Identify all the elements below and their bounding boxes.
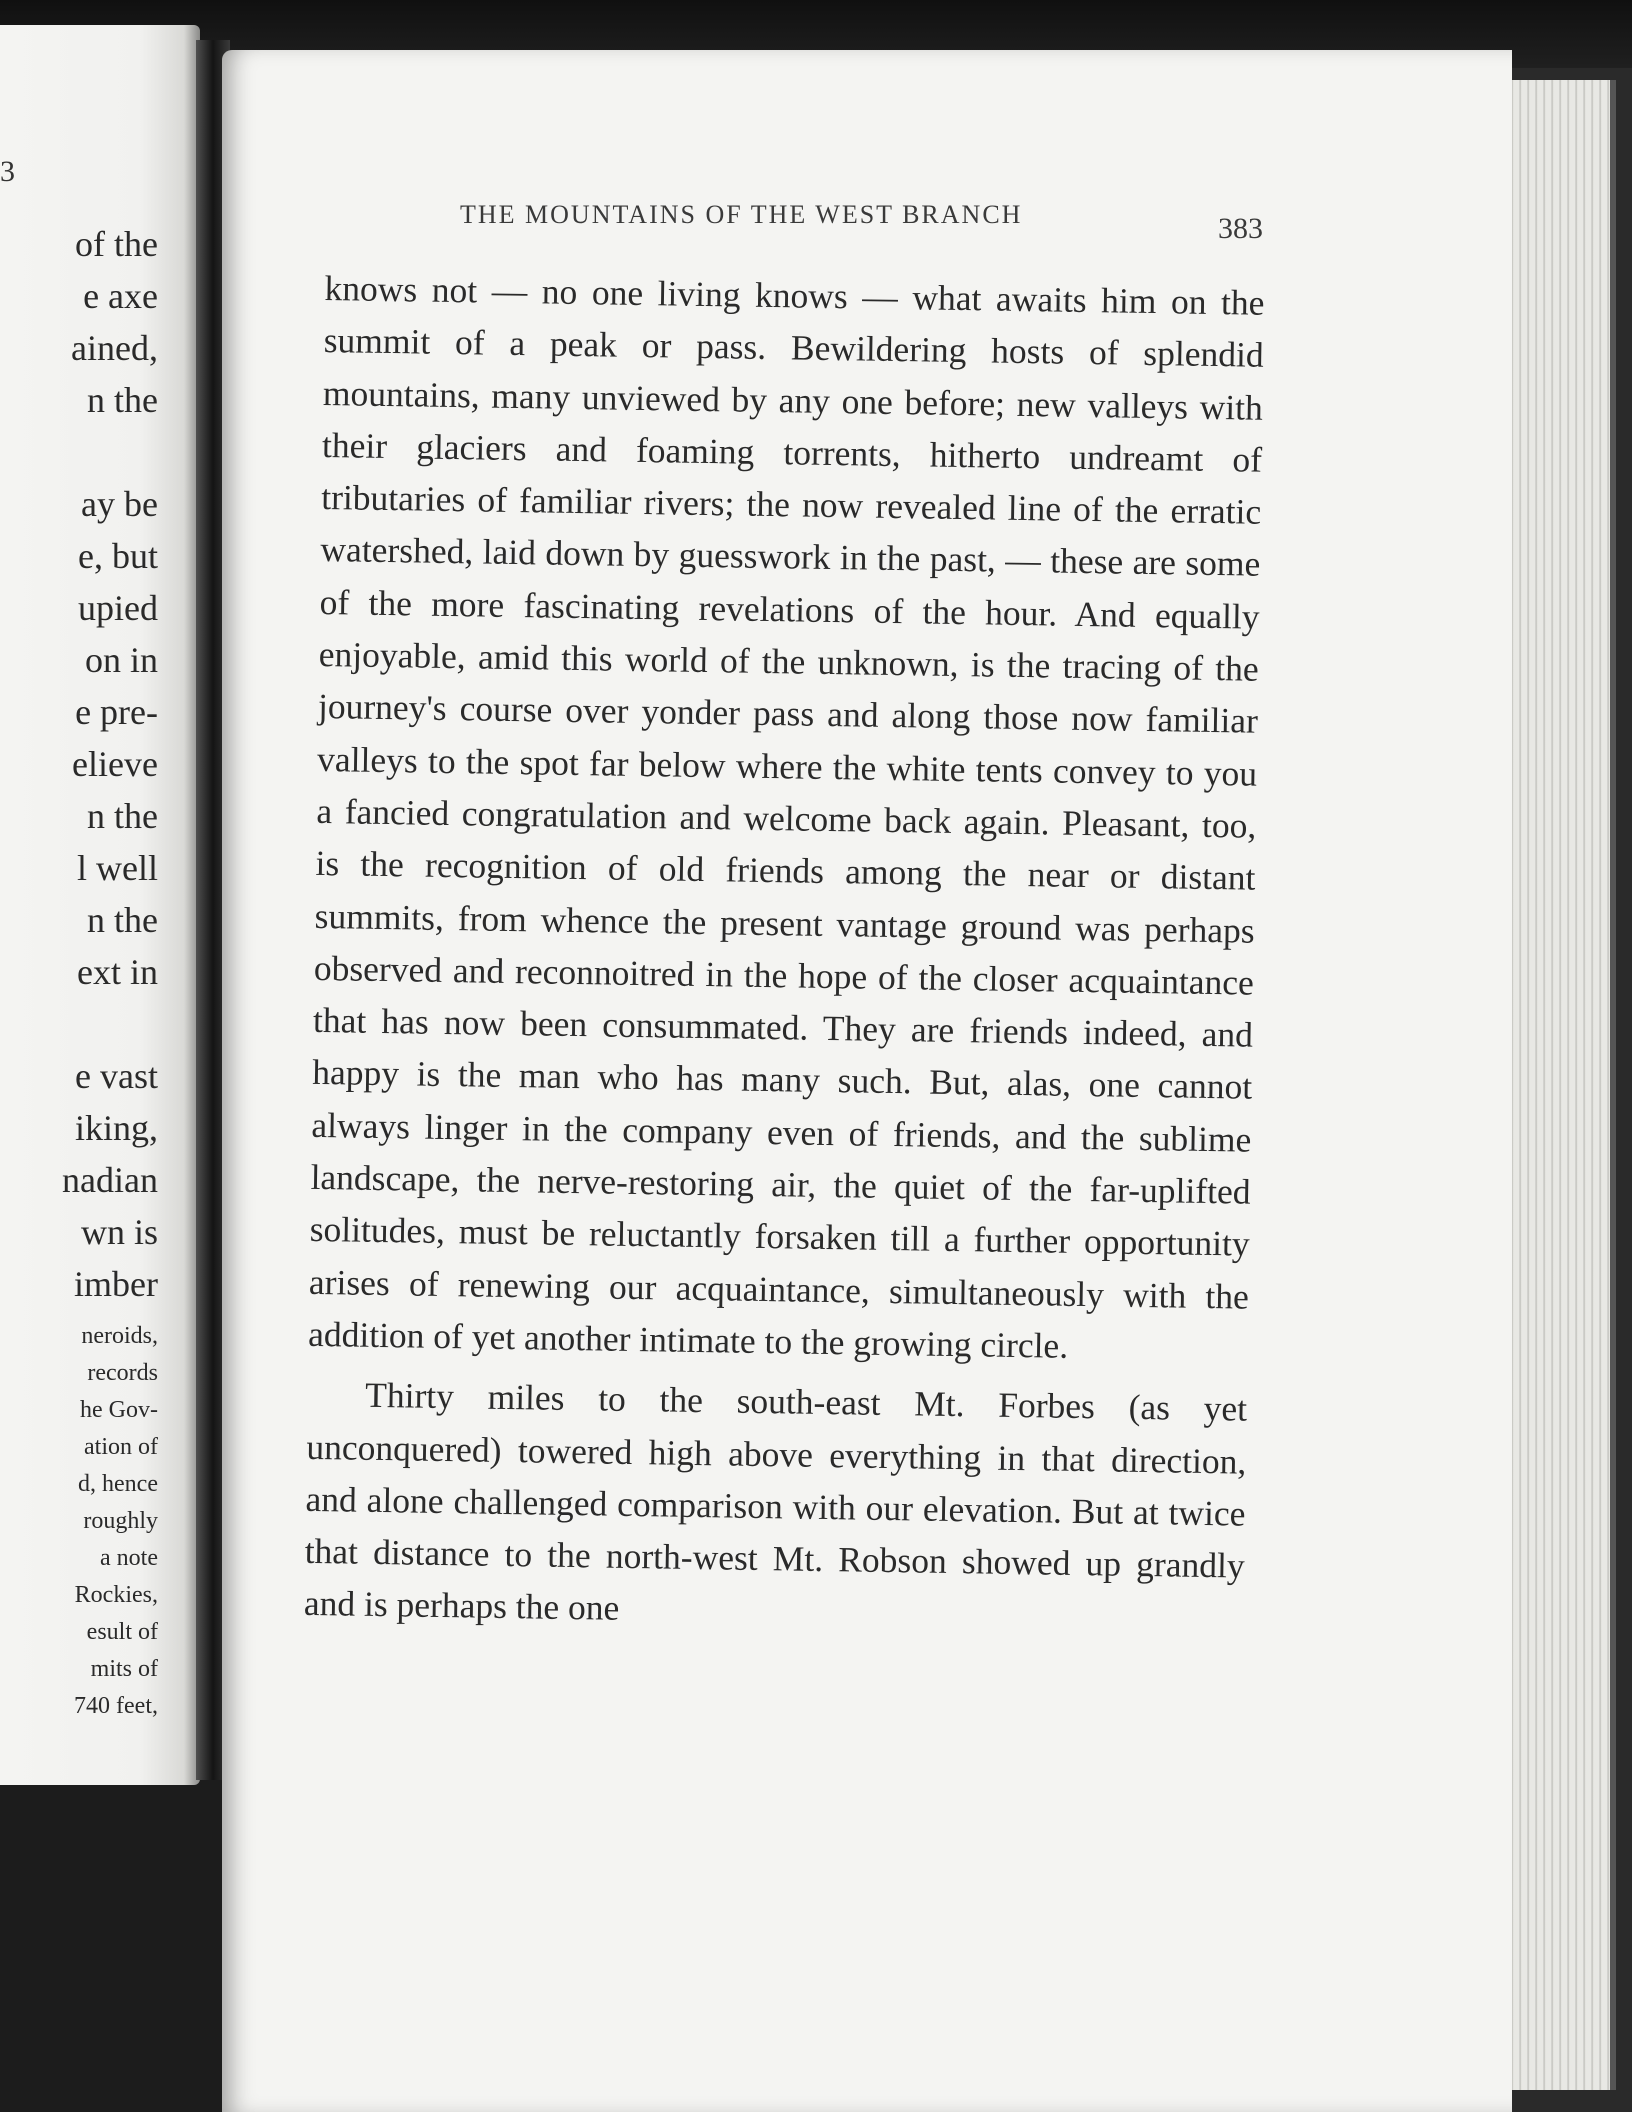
left-page-footnote-fragment: Rockies, bbox=[74, 1582, 158, 1608]
left-page-fragment: e, but bbox=[78, 536, 158, 576]
left-page-fragment: e pre- bbox=[75, 692, 158, 732]
page-number: 383 bbox=[1218, 212, 1263, 245]
left-page-footnote-fragment: he Gov- bbox=[80, 1397, 158, 1423]
left-page-number: 3 bbox=[0, 155, 15, 188]
left-page-footnote-fragment: esult of bbox=[86, 1619, 158, 1645]
left-page-fragment: ay be bbox=[81, 484, 158, 524]
left-page-fragment: imber bbox=[74, 1264, 158, 1304]
left-page-footnote-fragment: ation of bbox=[84, 1434, 158, 1460]
left-page-footnote-fragment: mits of bbox=[90, 1656, 158, 1682]
left-page-fragment: ext in bbox=[77, 952, 158, 992]
left-page-fragment: nadian bbox=[62, 1160, 158, 1200]
left-page bbox=[0, 25, 200, 1785]
left-page-footnote-fragment: records bbox=[87, 1360, 158, 1386]
left-page-fragment: n the bbox=[87, 900, 158, 940]
paragraph-1: knows not — no one living knows — what awaits him on the summit of a peak or pass. Bewildering hosts of splendid mountains, many unviewed by any one before; new valleys with their glaciers and foaming torrents, hitherto undreamt of tributaries of familiar rivers; the now revealed line of the erratic watershed, laid down by guesswork in the past, — these are some of the more fascinating revelations of the hour. And equally enjoyable, amid this world of the unknown, is the tracing of the journey's course over yonder pass and along those now familiar valleys to the spot far below where the white tents convey to you a fancied congratulation and welcome back again. Pleasant, too, is the recognition of old friends among the near or distant summits, from whence the present vantage ground was perhaps observed and reconnoitred in the hope of the closer acquaintance that has now been consummated. They are friends indeed, and happy is the man who has many such. But, alas, one cannot always linger in the company even of friends, and the sublime landscape, the nerve-restoring air, the quiet of the far-uplifted solitudes, must be reluctantly forsaken till a further opportunity arises of renewing our acquaintance, simultaneously with the addition of yet another intimate to the growing circle. bbox=[307, 267, 1265, 1366]
left-page-fragment: on in bbox=[84, 640, 158, 680]
left-page-fragment: n the bbox=[87, 380, 158, 420]
left-page-fragment: wn is bbox=[80, 1212, 158, 1252]
left-page-fragment: of the bbox=[75, 224, 158, 264]
left-page-fragment: e axe bbox=[83, 276, 158, 316]
left-page-fragment: upied bbox=[78, 588, 158, 628]
left-page-footnote-fragment: roughly bbox=[83, 1508, 158, 1534]
running-head: THE MOUNTAINS OF THE WEST BRANCH bbox=[460, 200, 1023, 229]
left-page-footnote-fragment: d, hence bbox=[78, 1471, 158, 1497]
left-page-fragment: ained, bbox=[71, 328, 158, 368]
left-page-fragment: e vast bbox=[75, 1056, 158, 1096]
left-page-footnote-fragment: a note bbox=[100, 1545, 158, 1571]
body-text bbox=[304, 262, 1265, 1644]
left-page-fragment: l well bbox=[77, 848, 158, 888]
left-page-fragment: iking, bbox=[74, 1108, 158, 1148]
left-page-footnote-fragment: 740 feet, bbox=[74, 1693, 158, 1719]
left-page-footnote-fragment: neroids, bbox=[81, 1323, 158, 1349]
left-page-fragment: n the bbox=[87, 796, 158, 836]
paragraph-2: Thirty miles to the south-east Mt. Forbes (as yet unconquered) towered high above everything in that direction, and alone challenged comparison with our elevation. But at twice that distance to the north-west Mt. Robson showed up grandly and is perhaps the one bbox=[303, 1375, 1248, 1629]
left-page-fragment: elieve bbox=[72, 744, 158, 784]
